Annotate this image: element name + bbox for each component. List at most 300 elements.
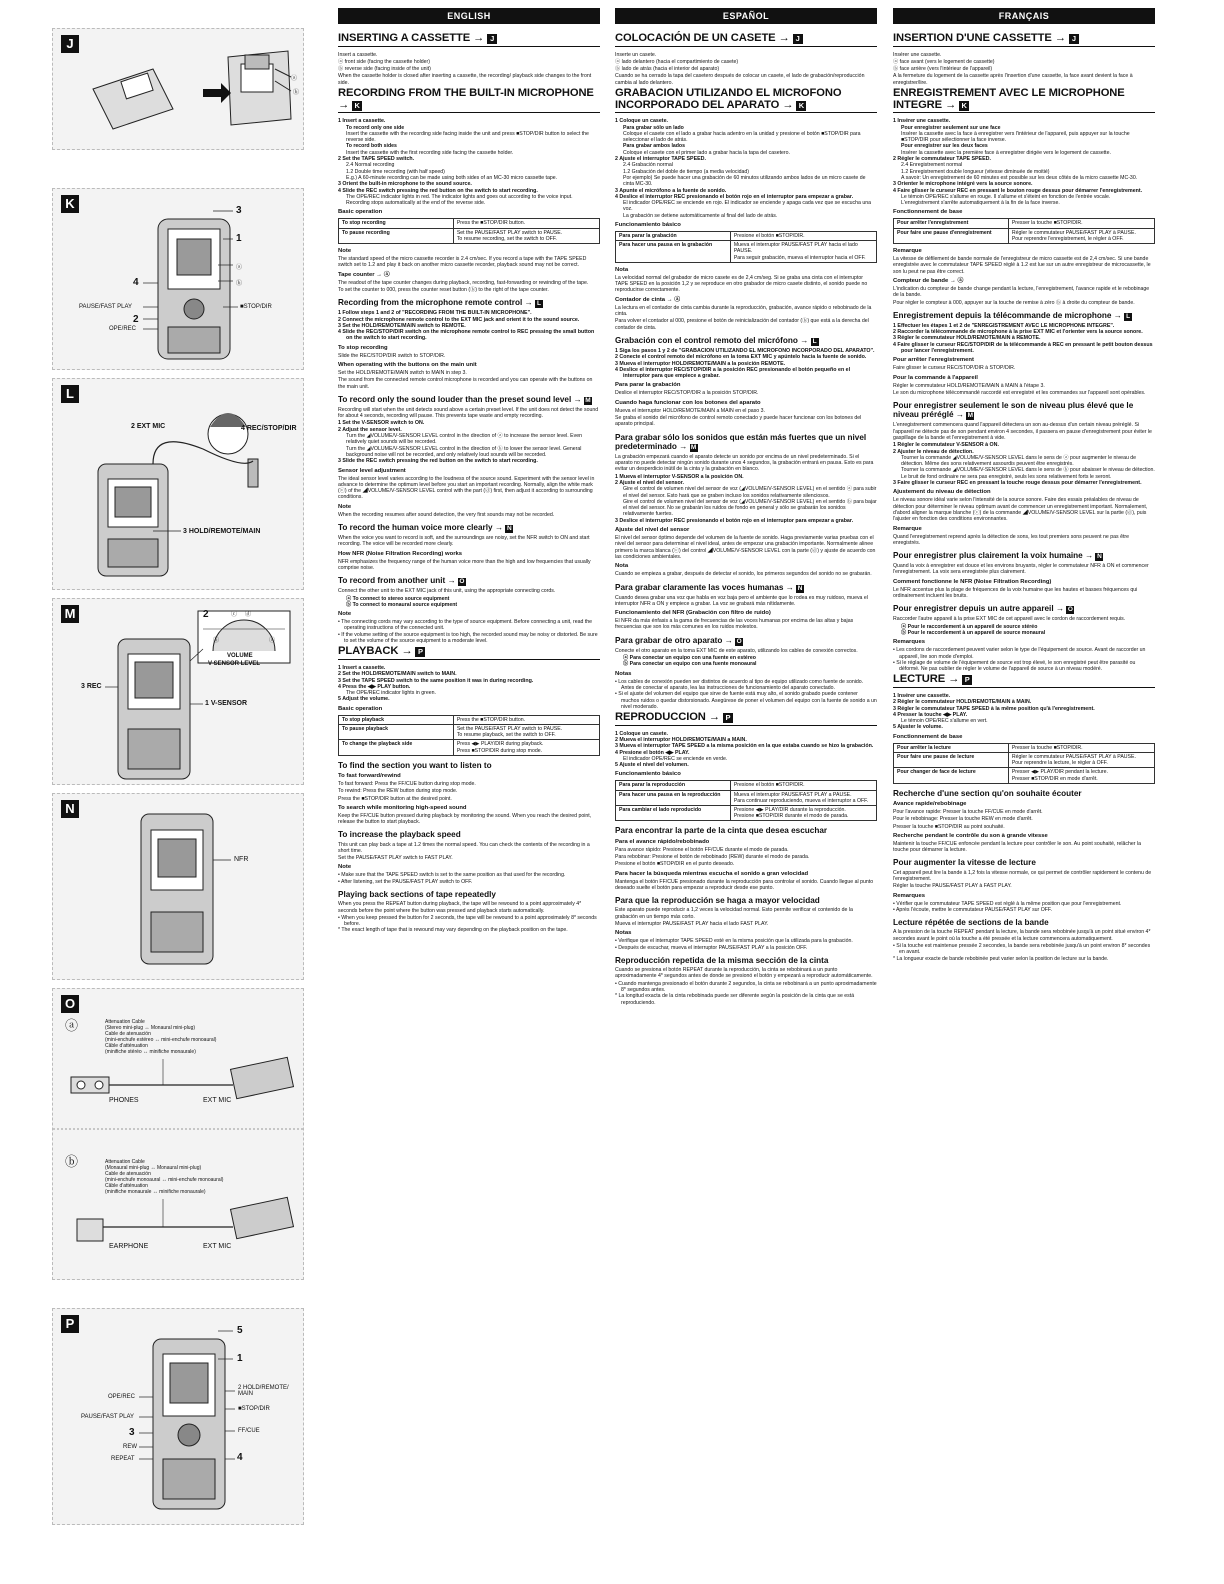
- paragraph: [893, 616, 1155, 622]
- text: Comment fonctionne le NFR (Noise Filtration Recording): [893, 578, 1052, 585]
- text: ⓑ face arrière (vers l'intérieur de l'appareil): [893, 66, 993, 73]
- text: • If the volume setting of the source equipment is too high, the recorded sound may be noisy or distorted. Be sure to set the volume of the source equipment to a moderate level.: [338, 631, 598, 645]
- text: Recherche pendant le contrôle du son à grande vitesse: [893, 832, 1048, 839]
- text: Funcionamiento del NFR (Grabación con filtro de ruido): [615, 610, 771, 617]
- paragraph: [893, 52, 1155, 58]
- paragraph: [615, 571, 877, 577]
- text: Pour régler le compteur à 000, appuyer sur la touche de remise à zéro ⓑ à droite du compteur de bande.: [893, 299, 1135, 306]
- table-cell-instruction: Mueva el interruptor PAUSE/FAST PLAY hacia el lado PAUSE. Para seguir grabación, mueva el interruptor hacia el OFF.: [730, 241, 876, 263]
- text: El indicador OPE/REC se enciende en verde.: [623, 755, 728, 762]
- step-item: [615, 367, 877, 380]
- text: Pour enregistrer plus clairement la voix humaine →: [893, 551, 1094, 561]
- text: To set the counter to 000, press the counter reset button (ⓑ) to the right of the tape counter.: [338, 286, 549, 293]
- minor-heading: [615, 610, 877, 617]
- callout-volume: VOLUME: [227, 653, 253, 659]
- text: 2 Régler le commutateur HOLD/REMOTE/MAIN à MAIN.: [893, 699, 1032, 706]
- text: 1.2 Double time recording (with half speed): [346, 168, 445, 175]
- text: La lectura en el contador de cinta cambia durante la reproducción, grabación, avance rápido o rebobinado de la cinta.: [615, 304, 872, 318]
- paragraph: [615, 318, 877, 331]
- paragraph: [338, 788, 600, 794]
- table-cell-instruction: Presione el botón ■STOP/DIR.: [730, 781, 876, 790]
- text: LECTURE →: [893, 673, 960, 686]
- subsection-heading: [615, 583, 877, 593]
- text: Para grabar sólo los sonidos que están más fuertes que un nivel predeterminado →: [615, 432, 867, 451]
- column-espanol: [615, 8, 877, 1578]
- table-cell-instruction: Presser la touche ■STOP/DIR.: [1008, 743, 1154, 752]
- table-cell-action: Para hacer una pausa en la reproducción: [616, 790, 731, 805]
- subsection-heading: [338, 761, 600, 770]
- cassette-insert-illustration: [53, 29, 303, 149]
- paragraph: [615, 861, 877, 867]
- callout-rew: REW: [123, 1444, 137, 1450]
- text: 2 Set the HOLD/REMOTE/MAIN switch to MAIN.: [338, 671, 457, 678]
- minor-heading: [338, 864, 600, 871]
- text: Turn the ◢VOLUME/V-SENSOR LEVEL control in the direction of ⓐ to increase the sensor level. Even relatively quiet sounds will be recorded.: [346, 433, 582, 446]
- text: Tourner la commande ◢VOLUME/V-SENSOR LEVEL dans le sens de ⓑ pour abaisser le niveau de détection. Le bruit de fond ordinaire ne sera pas enregistré, seuls les sons relativement forts le seront.: [901, 467, 1155, 480]
- text: * La longitud exacta de la cinta rebobinada puede ser diferente según la posición de la cinta que se está reproduciendo.: [615, 993, 855, 1006]
- text: • After listening, set the PAUSE/FAST PLAY switch to OFF.: [338, 878, 473, 885]
- paragraph: [893, 883, 1155, 889]
- text: 4 Slide the REC switch pressing the red button on the switch to start recording.: [338, 187, 538, 194]
- column-english: [338, 8, 600, 1578]
- step-detail-bold: [893, 630, 1155, 636]
- text: Cuando haga funcionar con los botones del aparato: [615, 399, 761, 406]
- table-row: [894, 752, 1155, 767]
- text: Conecte el otro aparato en la toma EXT MIC de este aparato, utilizando los cables de conexión correctos.: [615, 647, 858, 654]
- table-cell-action: To pause recording: [339, 228, 454, 243]
- language-header: ENGLISH: [338, 8, 600, 24]
- v-sensor-illustration: [53, 599, 303, 784]
- text: Cuando se presiona el botón REPEAT durante la reproducción, la cinta se rebobinará a un punto aproximadamente 4* segundos antes de donde se presionó el botón y empezará a reproducir automáticamente.: [615, 967, 873, 980]
- step-detail: [615, 131, 877, 144]
- table-cell-instruction: Press the ■STOP/DIR button.: [453, 715, 599, 724]
- bullet-item: [615, 981, 877, 994]
- text: Cuando se empieza a grabar, después de detectar el sonido, los primeros segundos del sonido no se grabarán.: [615, 571, 872, 578]
- table-cell-action: Para parar la grabación: [616, 232, 731, 241]
- table-row: [616, 232, 877, 241]
- text: When the recording resumes after sound detection, the very first sounds may not be recorded.: [338, 511, 555, 518]
- callout-b: ⓑ: [293, 90, 300, 96]
- subsection-heading: [338, 890, 600, 899]
- text: Remarque: [893, 248, 922, 255]
- table-cell-instruction: Presser ◀▶ PLAY/DIR pendant la lecture. Presser ■STOP/DIR en mode d'arrêt.: [1008, 768, 1154, 783]
- text: Gire el control de volumen nivel del sensor de voz (◢VOLUME/V-SENSOR LEVEL) en el sentido ⓑ para bajar el nivel del sensor. No se grabarán los ruidos de fondo en general y sólo se grabarán los sonidos relativamente fuertes.: [623, 498, 877, 518]
- paragraph: [338, 370, 600, 376]
- step-item: [615, 518, 877, 524]
- table-cell-action: Pour arrêter la lecture: [894, 743, 1009, 752]
- figure-reference-badge: N: [506, 525, 512, 533]
- text: Nota: [615, 563, 629, 570]
- step-detail-bold: [338, 602, 600, 608]
- text: Pour l'avance rapide: Presser la touche FF/CUE en mode d'arrêt.: [893, 809, 1043, 815]
- paragraph: [615, 52, 877, 58]
- paragraph: [338, 377, 600, 390]
- table-cell-instruction: Régler le commutateur PAUSE/FAST PLAY à PAUSE. Pour reprendre la lecture, le régler à OFF.: [1008, 752, 1154, 767]
- paragraph: [893, 587, 1155, 600]
- figure-badge-p: P: [61, 1315, 79, 1333]
- text: To record the human voice more clearly →: [338, 523, 504, 533]
- minor-heading: [893, 209, 1155, 216]
- paragraph: [615, 921, 877, 927]
- bullet-item: [615, 679, 877, 692]
- paragraph: [893, 365, 1155, 371]
- text: 4 Press the ◀▶ PLAY button.: [338, 683, 411, 690]
- text: NFR emphasizes the frequency range of the human voice more than the high and low frequencies that usually comprise noise.: [338, 558, 591, 571]
- text: To record only the sound louder than the preset sound level →: [338, 394, 582, 404]
- table-cell-instruction: Set the PAUSE/FAST PLAY switch to PAUSE. To resume playback, set the switch to OFF.: [453, 724, 599, 739]
- text: 5 Ajuste el nivel del volumen.: [615, 762, 689, 769]
- text: Note: [338, 611, 352, 618]
- text: The ideal sensor level varies according to the loudness of the source sound. Experiment with the sensor level in advance to determine the optimum level before you start an important recording. Normally, align the white mark (ⓒ) of the ◢VOLUME/V-SENSOR LEVEL control with the part (ⓓ) first, then adjust it according to surrounding conditions.: [338, 475, 595, 501]
- text: La grabación empezará cuando el aparato detecte un sonido por encima de un nivel predeterminado. Si el aparato no puede detectar ningún sonido durante unos 4 segundos, la grabación entrará en pausa. Esto es para evitar un desperdicio inútil de la cinta y la grabación en blanco.: [615, 453, 874, 473]
- callout-b: ⓑ: [236, 281, 243, 287]
- text: Por ejemplo) Se puede hacer una grabación de 60 minutos utilizando ambos lados de un micro casete de cinta MC-30.: [623, 174, 866, 188]
- paragraph: [893, 300, 1155, 306]
- table-cell-instruction: Presser la touche ■STOP/DIR.: [1008, 219, 1154, 228]
- step-detail: [893, 131, 1155, 144]
- text: 5 Ajuster le volume.: [893, 724, 943, 731]
- bullet-item: [338, 915, 600, 928]
- text: Recording will start when the unit detects sound above a certain preset level. If the unit does not detect the sound for about 4 seconds, recording will pause. This prevents tape waste and empty recording.: [338, 406, 599, 420]
- text: Lecture répétée de sections de la bande: [893, 918, 1049, 928]
- text: 1 Siga los pasos 1 y 2 de "GRABACION UTILIZANDO EL MICROFONO INCORPORADO DEL APARATO".: [615, 347, 875, 354]
- paragraph: [893, 534, 1155, 547]
- text: Pour enregistrer sur les deux faces: [901, 143, 988, 150]
- text: Note: [338, 864, 352, 871]
- paragraph: [893, 816, 1155, 822]
- text: Insert the cassette with the recording side facing inside the unit and press ■STOP/DIR button to select the reverse side.: [346, 130, 589, 144]
- text: A la pression de la touche REPEAT pendant la lecture, la bande sera rebobinée jusqu'à un point situé environ 4* secondes avant le point où la touche a été pressée et la lecture commencera automatiquement.: [893, 929, 1151, 942]
- paragraph: [893, 809, 1155, 815]
- table-cell-instruction: Press the ■STOP/DIR button.: [453, 219, 599, 228]
- text: RECORDING FROM THE BUILT-IN MICROPHONE →: [338, 87, 594, 111]
- text: Le niveau sonore idéal varie selon l'intensité de la source sonore. Faire des essais préalables de niveau de détection pour déterminer le niveau optimum avant de commencer un enregistrement important. Normalement, d'abord aligner la marque blanche (ⓒ) de la commande ◢VOLUME/V-SENSOR LEVEL sur la partie (ⓓ), puis l'ajuster en fonction des conditions environnantes.: [893, 497, 1148, 523]
- text: 1 Follow steps 1 and 2 of "RECORDING FROM THE BUILT-IN MICROPHONE".: [338, 310, 532, 317]
- text: Cet appareil peut lire la bande à 1,2 fois la vitesse normale, ce qui permet de contrôler rapidement le contenu de l'enregistrement.: [893, 869, 1152, 882]
- text: Le témoin OPE/REC s'allume en rouge. Il s'allume et s'éteint en fonction de l'entrée vocale.: [901, 193, 1111, 200]
- minor-heading: [893, 579, 1155, 586]
- text: Avance rapide/rebobinage: [893, 801, 967, 807]
- text: 2.4 Grabación normal: [623, 162, 673, 169]
- paragraph: [338, 407, 600, 420]
- paragraph: [893, 256, 1155, 275]
- paragraph: [338, 512, 600, 518]
- text: 4 Presser la touche ◀▶ PLAY.: [893, 711, 968, 718]
- basic-operation-table: [893, 218, 1155, 244]
- section-heading: [893, 674, 1155, 688]
- paragraph: [338, 353, 600, 359]
- section-heading: [893, 88, 1155, 113]
- text: Le témoin OPE/REC s'allume en vert.: [901, 718, 988, 725]
- callout-2: 2: [133, 314, 139, 325]
- subsection-heading: [615, 433, 877, 452]
- subsection-heading: [338, 395, 600, 405]
- table-cell-instruction: Press ◀▶ PLAY/DIR during playback. Press ■STOP/DIR during stop mode.: [453, 740, 599, 755]
- subsection-heading: [893, 789, 1155, 798]
- paragraph: [338, 813, 600, 826]
- minor-heading: [615, 671, 877, 678]
- text: Ajustement du niveau de détection: [893, 489, 991, 496]
- text: 4 Faire glisser le curseur REC/STOP/DIR de la télécommande à REC en pressant le petit bouton dessus pour lancer l'enregistrement.: [893, 341, 1153, 354]
- minor-heading: [893, 357, 1155, 364]
- text: ⓑ reverse side (facing inside of the unit): [338, 66, 431, 73]
- text: • Después de escuchar, mueva el interruptor PAUSE/FAST PLAY a la posición OFF.: [615, 944, 808, 951]
- text: • Les cordons de raccordement peuvent varier selon le type de l'équipement de source. Avant de raccorder un appareil, lire son mode d'emploi.: [893, 647, 1146, 660]
- bullet-item: [615, 993, 877, 1006]
- paragraph: [893, 929, 1155, 942]
- text: ⓐ To connect to stereo source equipment: [346, 595, 450, 602]
- figure-reference-badge: L: [535, 300, 543, 308]
- phones-label: PHONES: [109, 1097, 139, 1104]
- subfigure-b-mark: ⓑ: [65, 1154, 79, 1169]
- figure-p: [52, 1308, 304, 1525]
- text: 4 Deslice el interruptor REC presionando el botón rojo en el interruptor para empezar a grabar.: [615, 193, 854, 200]
- text: Para volver el contador al 000, presione el botón de reinicialización del contador (ⓑ) que está a la derecha del contador de cinta.: [615, 318, 869, 331]
- text: Sensor level adjustment: [338, 467, 406, 474]
- text: L'indication du compteur de bande change pendant la lecture, l'enregistrement, l'avance rapide et le rebobinage de la bande.: [893, 285, 1150, 299]
- text: ⓐ lado delantero (hacia el compartimiento de casete): [615, 58, 739, 65]
- text: 3 Mueva el interruptor TAPE SPEED a la misma posición en la que estaba cuando se hizo la grabación.: [615, 743, 874, 750]
- callout-ope-rec: OPE/REC: [108, 1394, 136, 1400]
- figure-column: [52, 28, 302, 1568]
- text: Quand la voix à enregistrer est douce et les environs bruyants, régler le commutateur NFR à ON et commencer l'enregistrement. La voix sera enregistrée plus clairement.: [893, 563, 1149, 576]
- subsection-heading: [615, 896, 877, 905]
- callout-d: ⓓ: [245, 612, 252, 618]
- step-item: [893, 724, 1155, 730]
- paragraph: [615, 618, 877, 631]
- text: To stop recording: [338, 344, 388, 351]
- callout-repeat: REPEAT: [111, 1456, 135, 1462]
- minor-heading: [615, 382, 877, 389]
- callout-ope-rec: OPE/REC: [109, 326, 137, 332]
- paragraph: [893, 563, 1155, 576]
- text: Press the ■STOP/DIR button at the desired point.: [338, 795, 452, 802]
- text: 3 Régler le commutateur TAPE SPEED à la même position qu'à l'enregistrement.: [893, 705, 1095, 712]
- text: Enregistrement depuis la télécommande de microphone →: [893, 310, 1122, 320]
- text: To record from another unit →: [338, 576, 456, 586]
- section-heading: [615, 88, 877, 113]
- text: 2 Mueva el interruptor HOLD/REMOTE/MAIN a MAIN.: [615, 736, 747, 743]
- text: 2 Ajuster le niveau de détection.: [893, 448, 974, 455]
- text: • The connecting cords may vary according to the type of source equipment. Before connecting a unit, read the operating instructions of the connected unit.: [338, 619, 593, 632]
- minor-heading: [338, 248, 600, 255]
- text: Para grabar sólo un lado: [623, 124, 684, 131]
- text: Régler le commutateur HOLD/REMOTE/MAIN à MAIN à l'étape 3.: [893, 382, 1045, 389]
- text: Remarques: [893, 639, 926, 646]
- table-cell-action: Para parar la reproducción: [616, 781, 731, 790]
- step-item: [338, 696, 600, 702]
- text: The sound from the connected remote control microphone is recorded and you can operate with the buttons on the main unit.: [338, 377, 593, 390]
- language-header: ESPAÑOL: [615, 8, 877, 24]
- table-cell-action: Para cambiar el lado reproducido: [616, 806, 731, 821]
- section-heading: [893, 33, 1155, 47]
- text: This unit can play back a tape at 1.2 times the normal speed. You can check the contents of the recording in a short time.: [338, 841, 590, 854]
- step-item: [338, 329, 600, 342]
- basic-operation-table: [338, 218, 600, 244]
- text: When the voice you want to record is soft, and the surroundings are noisy, set the NFR switch to ON and start recording. The voice will be recorded more clearly.: [338, 535, 590, 548]
- subsection-heading: [615, 826, 877, 835]
- text: • When you keep pressed the button for 2 seconds, the tape will be rewound to a point approximately 8* seconds before.: [338, 914, 597, 928]
- text: • Si le réglage de volume de l'équipement de source est trop élevé, le son enregistré peut être parasité ou déformé. Ne pas oublier de régler le volume de l'appareil de source à un niveau modéré.: [893, 659, 1136, 673]
- text: 4 Slide the REC/STOP/DIR switch on the microphone remote control to REC pressing the small button on the switch to start recording.: [338, 329, 595, 342]
- figure-n: [52, 793, 304, 980]
- text: El NFR da más énfasis a la gama de frecuencias de las voces humanas por encima de las altas y bajas frecuencias que son los más comunes en los ruidos molestos.: [615, 618, 854, 631]
- minor-heading: [893, 893, 1155, 900]
- text: The OPE/REC indicator lights in green.: [346, 690, 436, 697]
- text: La grabación se detiene automáticamente al final del lado de atrás.: [623, 212, 778, 219]
- step-detail: [338, 200, 600, 206]
- figure-j: [52, 28, 304, 150]
- text: Fonctionnement de base: [893, 733, 963, 740]
- table-cell-action: Pour faire une pause de lecture: [894, 752, 1009, 767]
- text: • Après l'écoute, mettre le commutateur PAUSE/FAST PLAY sur OFF.: [893, 906, 1052, 913]
- text: Pour le rebobinage: Presser la touche REW en mode d'arrêt.: [893, 816, 1033, 823]
- paragraph: [338, 855, 600, 861]
- text: * The exact length of tape that is rewound may vary depending on the playback position on the tape.: [338, 927, 568, 934]
- text: ⓐ Para conectar un equipo con una fuente en estéreo: [623, 655, 756, 662]
- text: 1 Insérer une cassette.: [893, 118, 951, 125]
- figure-badge-k: K: [61, 195, 79, 213]
- arrow-right-icon: [203, 83, 231, 103]
- text: Insérer la cassette avec la première face à enregistrer dirigée vers le logement de cassette.: [901, 149, 1111, 156]
- text: 2 Raccorder la télécommande de microphone à la prise EXT MIC et l'orienter vers la source sonore.: [893, 329, 1143, 336]
- subsection-heading: [338, 830, 600, 839]
- figure-reference-badge: K: [796, 101, 806, 111]
- minor-heading: [338, 706, 600, 713]
- text: 1 Insert a cassette.: [338, 664, 386, 671]
- step-detail: [893, 467, 1155, 480]
- text: Insérer la cassette avec la face à enregistrer vers l'intérieur de l'appareil, puis appuyer sur la touche ■STOP/DIR pour sélectionner la face inverse.: [901, 130, 1130, 144]
- bullet-item: [893, 943, 1155, 956]
- figure-badge-n: N: [61, 800, 79, 818]
- text: • Make sure that the TAPE SPEED switch is set to the same position as that used for the recording.: [338, 872, 566, 879]
- step-item: [893, 480, 1155, 486]
- text: Recording from the microphone remote control →: [338, 298, 533, 308]
- table-row: [894, 219, 1155, 228]
- text: 3 Faire glisser le curseur REC en pressant la touche rouge dessus pour démarrer l'enregistrement.: [893, 480, 1142, 487]
- text: Fonctionnement de base: [893, 209, 963, 216]
- text: Insert a cassette.: [338, 51, 378, 58]
- paragraph: [615, 408, 877, 414]
- paragraph: [893, 66, 1155, 72]
- text: • Verifique que el interruptor TAPE SPEED esté en la misma posición que la utilizada para la grabación.: [615, 938, 853, 945]
- text: 3 Apunte el micrófono a la fuente de sonido.: [615, 187, 727, 194]
- text: 4 Faire glisser le curseur REC en pressant le bouton rouge dessus pour démarrer l'enregistrement.: [893, 187, 1143, 194]
- text: Set the HOLD/REMOTE/MAIN switch to MAIN in step 3.: [338, 370, 467, 376]
- text: 3 Set the HOLD/REMOTE/MAIN switch to REMOTE.: [338, 322, 466, 329]
- subsection-heading: [338, 298, 600, 308]
- subfigure-a-mark: ⓐ: [65, 1018, 79, 1033]
- table-row: [894, 768, 1155, 783]
- text: Para hacer la búsqueda mientras escucha el sonido a gran velocidad: [615, 870, 809, 877]
- text: A la fermeture du logement de la cassette après l'insertion d'une cassette, la face avant devient la face à enregistrer/lire.: [893, 73, 1133, 86]
- callout-a: ⓐ: [291, 76, 298, 82]
- text: L'enregistrement s'arrête automatiquement à la fin de la face inverse.: [901, 200, 1060, 207]
- text: 1 Coloque un casete.: [615, 118, 668, 125]
- minor-heading: [338, 551, 600, 558]
- basic-operation-table: [615, 231, 877, 263]
- text: 3 Slide the REC switch pressing the red button on the switch to start recording.: [338, 458, 538, 465]
- figure-reference-badge: L: [811, 338, 819, 346]
- minor-heading: [338, 362, 600, 369]
- text: 3 Régler le commutateur HOLD/REMOTE/MAIN à REMOTE.: [893, 335, 1041, 342]
- figure-reference-badge: O: [1067, 606, 1073, 614]
- paragraph: [893, 390, 1155, 396]
- section-heading: [338, 33, 600, 47]
- minor-heading: [615, 771, 877, 778]
- text: 1.2 Grabación del doble de tiempo (a media velocidad): [623, 168, 750, 175]
- callout-pause-fast-play: PAUSE/FAST PLAY: [79, 304, 133, 310]
- table-row: [339, 740, 600, 755]
- text: 1 Insert a cassette.: [338, 118, 386, 125]
- paragraph: [615, 847, 877, 853]
- bullet-item: [893, 647, 1155, 660]
- ext-mic-label-a: EXT MIC: [203, 1097, 232, 1104]
- bullet-item: [893, 660, 1155, 673]
- subsection-heading: [615, 956, 877, 965]
- figure-reference-badge: J: [1069, 34, 1079, 44]
- figure-reference-badge: N: [797, 584, 803, 592]
- text: 1 Insérer une cassette.: [893, 693, 951, 699]
- text: PLAYBACK →: [338, 645, 413, 658]
- text: Mueva el interruptor PAUSE/FAST PLAY hacia el lado FAST PLAY.: [615, 920, 769, 927]
- bullet-item: [338, 619, 600, 632]
- text: L'enregistrement commencera quand l'appareil détectera un son au-dessus d'un certain niveau préréglé. Si l'appareil ne détecte pas de son pendant environ 4 secondes, il passera en pause d'enregistrement pour éviter le gaspillage de la bande et l'enregistrement à vide.: [893, 422, 1152, 441]
- paragraph: [615, 535, 877, 560]
- callout-2: 2: [203, 609, 209, 620]
- text: ⓑ Pour le raccordement à un appareil de source monaural: [901, 629, 1046, 636]
- text: Deslice el interruptor REC/STOP/DIR a la posición STOP/DIR.: [615, 390, 759, 397]
- paragraph: [338, 287, 600, 293]
- text: 1 Set the V-SENSOR switch to ON.: [338, 420, 425, 427]
- paragraph: [615, 854, 877, 860]
- figure-reference-badge: O: [459, 578, 465, 586]
- table-cell-instruction: Presione ◀▶ PLAY/DIR durante la reproducción. Presione ■STOP/DIR durante el modo de parada.: [730, 806, 876, 821]
- minor-heading: [338, 209, 600, 216]
- minor-heading: [893, 248, 1155, 255]
- text: 3 Orient the built-in microphone to the sound source.: [338, 181, 472, 188]
- paragraph: [615, 275, 877, 294]
- figure-l: [52, 378, 304, 590]
- text: How NFR (Noise Filtration Recording) works: [338, 550, 463, 557]
- paragraph: [338, 559, 600, 572]
- bullet-item: [615, 945, 877, 951]
- text: Pour augmenter la vitesse de lecture: [893, 858, 1036, 868]
- text: ⓐ face avant (vers le logement de cassette): [893, 58, 995, 65]
- text: The standard speed of the micro cassette recorder is 2.4 cm/sec. If you record a tape with the TAPE SPEED switch set to 1.2 and play it back on another micro cassette recorder, playback sound may not be correct.: [338, 256, 587, 269]
- callout-c: ⓒ: [231, 612, 238, 618]
- paragraph: [338, 476, 600, 501]
- text: COLOCACIÓN DE UN CASETE →: [615, 32, 790, 44]
- paragraph: [338, 796, 600, 802]
- paragraph: [615, 59, 877, 65]
- paragraph: [338, 280, 600, 286]
- paragraph: [615, 73, 877, 86]
- text: 2 Adjust the sensor level.: [338, 426, 402, 433]
- text: 2 Connect the microphone remote control to the EXT MIC jack and orient it to the sound source.: [338, 316, 580, 323]
- callout-v-sensor: 1 V-SENSOR: [205, 700, 248, 707]
- callout-4: 4: [237, 1452, 243, 1463]
- text: INSERTION D'UNE CASSETTE →: [893, 32, 1066, 44]
- text: 4 Presione el botón ◀▶ PLAY.: [615, 749, 690, 756]
- text: 4 Deslice el interruptor REC/STOP/DIR a la posición REC presionando el botón pequeño en el interruptor para que empiece a grabar.: [615, 366, 851, 380]
- text: Notas: [615, 930, 632, 937]
- paragraph: [338, 59, 600, 65]
- table-cell-action: Pour arrêter l'enregistrement: [894, 219, 1009, 228]
- text: To fast forward/rewind: [338, 772, 401, 779]
- bullet-item: [338, 879, 600, 885]
- section-heading: [615, 712, 877, 726]
